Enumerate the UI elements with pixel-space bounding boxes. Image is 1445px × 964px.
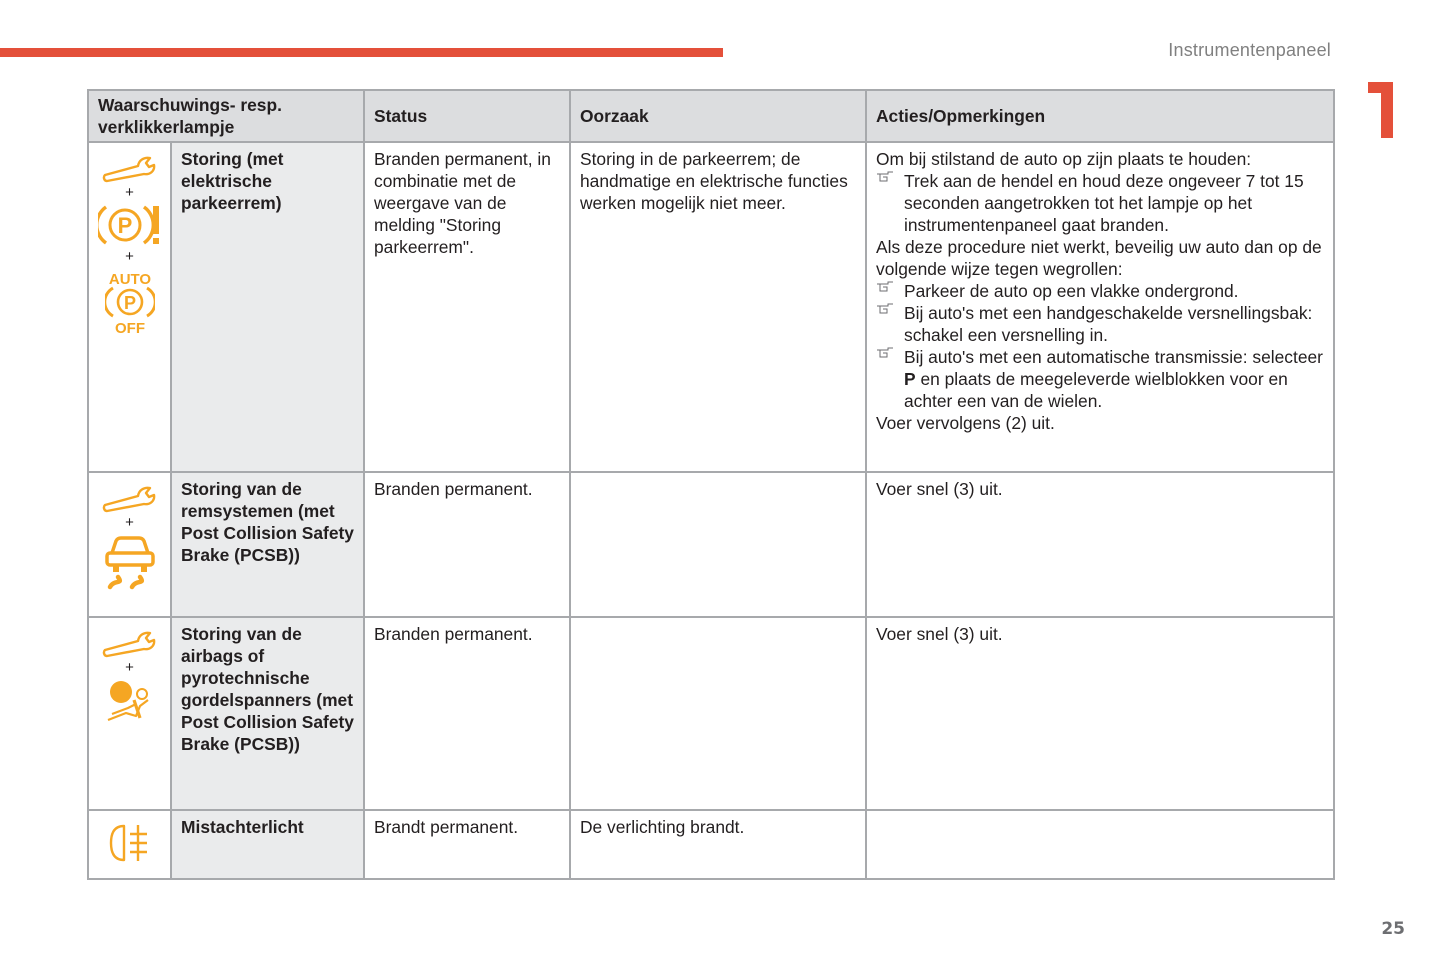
- rear-fog-light-icon: [108, 823, 152, 863]
- lamp-name: Storing van de remsystemen (met Post Collision Safety Brake (PCSB)): [171, 472, 364, 617]
- page-number: 25: [1381, 919, 1405, 939]
- table-row: [88, 472, 1334, 617]
- steps-list: [876, 280, 1324, 412]
- pointing-hand-icon: [876, 347, 894, 359]
- section-title: Instrumentenpaneel: [1168, 40, 1331, 60]
- wrench-icon: [102, 628, 158, 658]
- pointing-hand-icon: [876, 171, 894, 183]
- parking-brake-warning-icon: [98, 203, 162, 247]
- plus-separator: +: [125, 184, 134, 201]
- status-text: Branden permanent.: [364, 472, 570, 617]
- svg-text:P: P: [117, 213, 132, 238]
- cause-text: Storing in de parkeerrem; de handmatige en elektrische functies werken mogelijk niet meer.: [570, 142, 866, 472]
- pointing-hand-icon: [876, 281, 894, 293]
- plus-separator: +: [125, 659, 134, 676]
- cause-text: [570, 472, 866, 617]
- chapter-number: [1366, 80, 1396, 140]
- table-row: [88, 142, 1334, 472]
- plus-separator: +: [125, 248, 134, 265]
- step-item: Trek aan de hendel en houd deze ongeveer 7 tot 15 seconden aangetrokken tot het lampje op het instrumentenpaneel gaat branden.: [876, 170, 1324, 236]
- pointing-hand-icon: [876, 303, 894, 315]
- status-text: Branden permanent.: [364, 617, 570, 810]
- actions-middle: Als deze procedure niet werkt, beveilig uw auto dan op de volgende wijze tegen wegrollen:: [876, 237, 1322, 279]
- column-header-status: Status: [364, 90, 570, 142]
- steps-list: [876, 170, 1324, 236]
- actions-text: Voer snel (3) uit.: [866, 472, 1334, 617]
- svg-text:AUTO: AUTO: [108, 271, 151, 288]
- actions-text: [866, 810, 1334, 879]
- cause-text: De verlichting brandt.: [570, 810, 866, 879]
- status-text: Brandt permanent.: [364, 810, 570, 879]
- lamp-name: Mistachterlicht: [171, 810, 364, 879]
- svg-text:OFF: OFF: [114, 320, 145, 335]
- actions-text: Voer snel (3) uit.: [866, 617, 1334, 810]
- step-item: Bij auto's met een handgeschakelde versnellingsbak: schakel een versnelling in.: [876, 302, 1324, 346]
- skidding-car-icon: [104, 535, 156, 591]
- table-row: [88, 617, 1334, 810]
- column-header-actions: Acties/Opmerkingen: [866, 90, 1334, 142]
- actions-intro: Om bij stilstand de auto op zijn plaats te houden:: [876, 149, 1252, 169]
- wrench-icon: [102, 483, 158, 513]
- auto-parking-brake-off-icon: [105, 271, 155, 335]
- status-text: Branden permanent, in combinatie met de weergave van de melding "Storing parkeerrem".: [364, 142, 570, 472]
- lamp-icons-cell: [88, 142, 171, 472]
- lamp-name: Storing van de airbags of pyrotechnische gordelspanners (met Post Collision Safety Brake (PCSB)): [171, 617, 364, 810]
- warning-lamps-table: [87, 89, 1335, 880]
- lamp-icons-cell: [88, 617, 171, 810]
- airbag-icon: [106, 680, 154, 724]
- table-header-row: [88, 90, 1334, 142]
- svg-text:P: P: [123, 293, 136, 313]
- cause-text: [570, 617, 866, 810]
- step-item: Parkeer de auto op een vlakke ondergrond.: [876, 280, 1324, 302]
- column-header-lamp: Waarschuwings- resp. verklikkerlampje: [88, 90, 364, 142]
- lamp-name: Storing (met elektrische parkeerrem): [171, 142, 364, 472]
- lamp-icons-cell: [88, 810, 171, 879]
- actions-cell: [866, 142, 1334, 472]
- actions-outro: Voer vervolgens (2) uit.: [876, 413, 1055, 433]
- accent-bar: [0, 48, 723, 57]
- step-item: Bij auto's met een automatische transmissie: selecteer P en plaats de meegeleverde wielblokken voor en achter een van de wielen.: [876, 346, 1324, 412]
- plus-separator: +: [125, 514, 134, 531]
- lamp-icons-cell: [88, 472, 171, 617]
- column-header-cause: Oorzaak: [570, 90, 866, 142]
- wrench-icon: [102, 153, 158, 183]
- table-row: [88, 810, 1334, 879]
